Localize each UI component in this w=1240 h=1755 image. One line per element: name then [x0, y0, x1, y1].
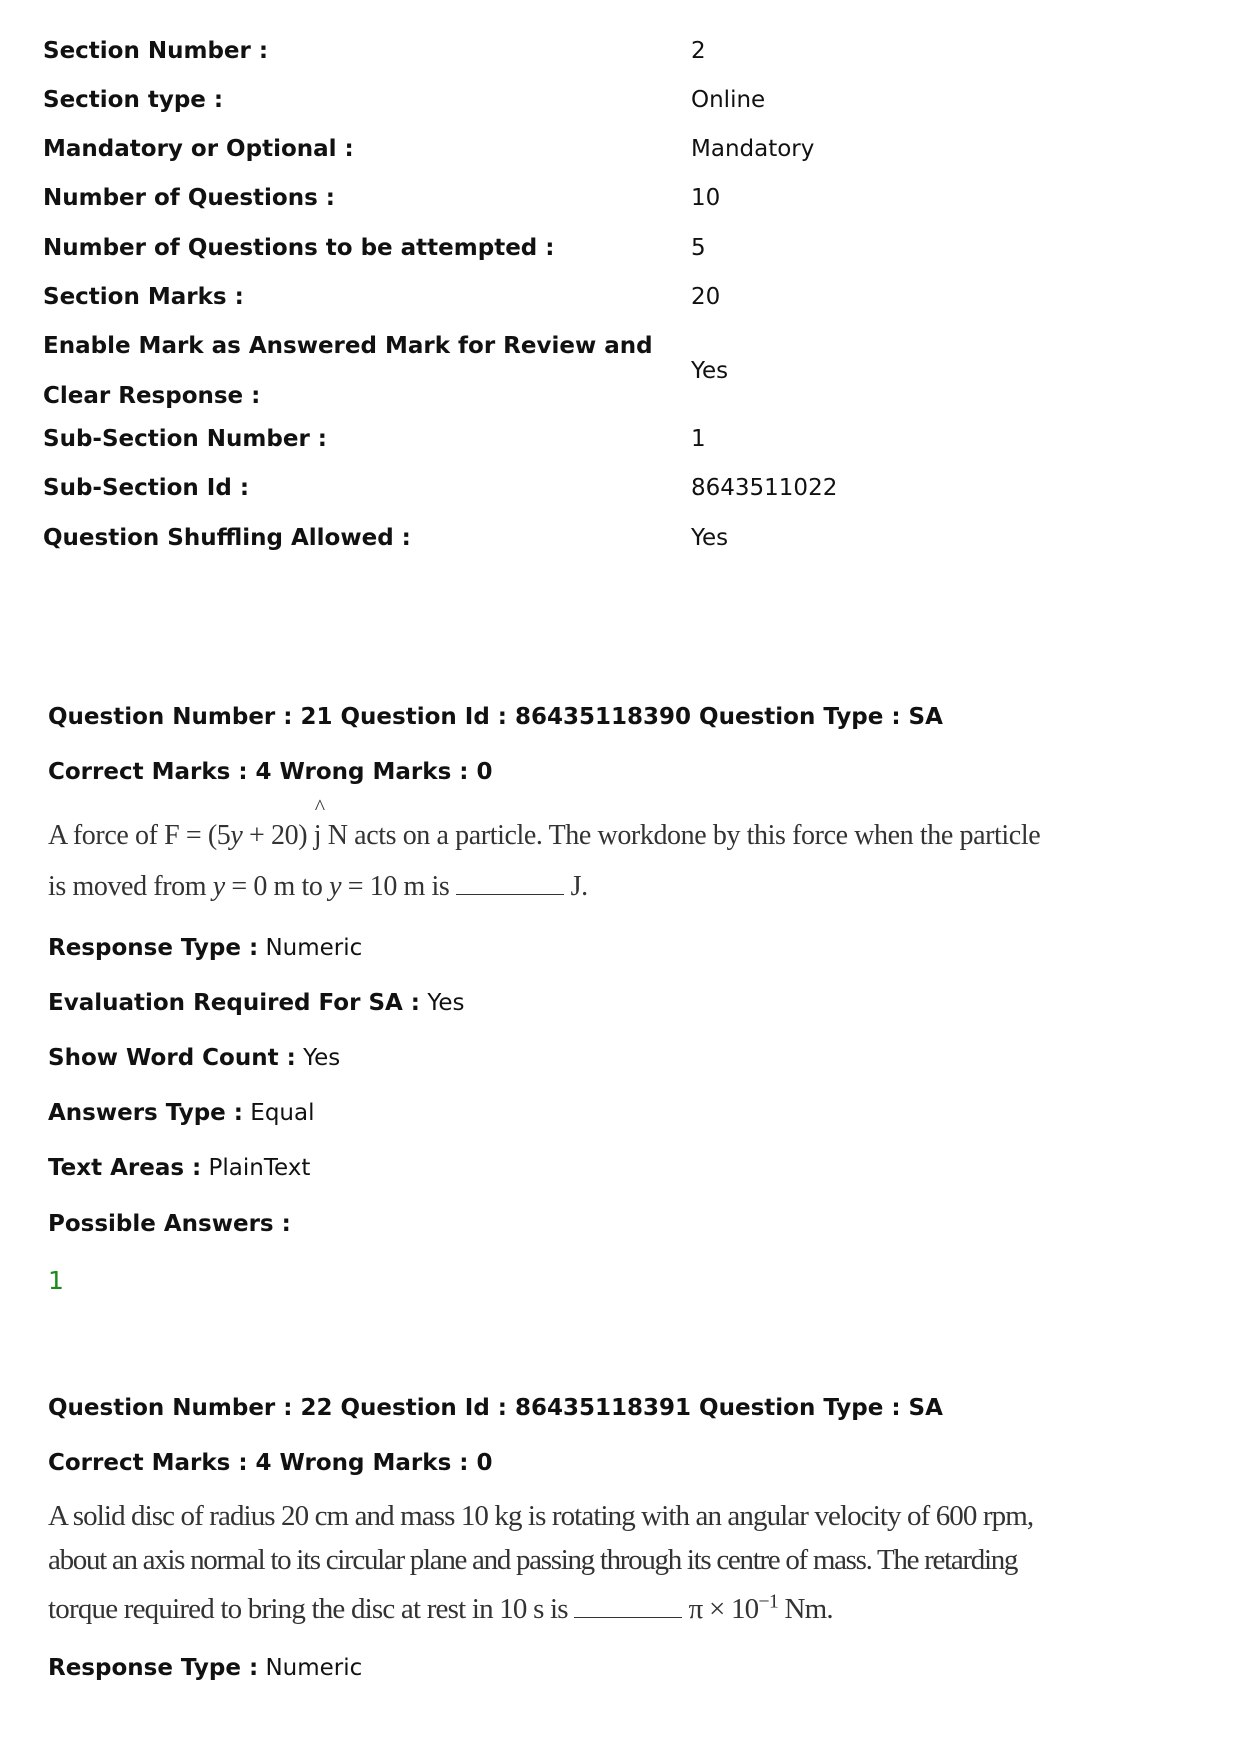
row-label: Section type :: [43, 87, 224, 113]
field-value: Numeric: [265, 1655, 363, 1681]
row-label-line1: Enable Mark as Answered Mark for Review and: [43, 333, 653, 359]
row-value: Mandatory: [691, 136, 815, 162]
exponent: −1: [758, 1590, 779, 1613]
field-value: PlainText: [208, 1155, 311, 1181]
field-value: Yes: [303, 1045, 341, 1071]
row-label-line2: Clear Response :: [43, 383, 261, 409]
field-value: Numeric: [265, 935, 363, 961]
math-var: y: [230, 820, 243, 851]
response-type-field: [48, 935, 362, 961]
field-label: Text Areas :: [48, 1155, 202, 1181]
row-value: Yes: [691, 525, 729, 551]
row-value: 5: [691, 235, 706, 261]
row-label: Number of Questions :: [43, 185, 335, 211]
row-value: 2: [691, 38, 706, 64]
question-marks: Correct Marks : 4 Wrong Marks : 0: [48, 1450, 493, 1476]
field-label: Response Type :: [48, 1655, 259, 1681]
row-value: 1: [691, 426, 706, 452]
possible-answers-field: [48, 1211, 291, 1237]
question-text-line: [48, 1588, 833, 1626]
field-value: Equal: [250, 1100, 315, 1126]
question-marks: Correct Marks : 4 Wrong Marks : 0: [48, 759, 493, 785]
math-var: y: [329, 871, 342, 902]
text-fragment: N acts on a particle. The workdone by this force when the particle: [321, 820, 1041, 851]
answer-blank: [456, 866, 564, 895]
row-label: Mandatory or Optional :: [43, 136, 354, 162]
field-label: Evaluation Required For SA :: [48, 990, 421, 1016]
math-var: y: [212, 871, 225, 902]
text-fragment: = 10 m is: [341, 871, 456, 902]
row-value: Yes: [691, 358, 729, 384]
field-label: Response Type :: [48, 935, 259, 961]
answers-type-field: [48, 1100, 315, 1126]
text-fragment: J.: [564, 871, 588, 902]
question-text-line: [48, 866, 588, 903]
text-fragment: A force of F = (5: [48, 820, 231, 851]
question-header: Question Number : 21 Question Id : 86435118390 Question Type : SA: [48, 704, 943, 730]
text-fragment: + 20): [242, 820, 314, 851]
text-areas-field: [48, 1155, 310, 1181]
row-value: 8643511022: [691, 475, 838, 501]
row-label: Number of Questions to be attempted :: [43, 235, 555, 261]
show-word-count-field: [48, 1045, 340, 1071]
text-fragment: is moved from: [48, 871, 213, 902]
question-text-line: [48, 820, 1040, 852]
row-label: Sub-Section Id :: [43, 475, 250, 501]
text-fragment: = 0 m to: [224, 871, 330, 902]
row-label: Question Shuffling Allowed :: [43, 525, 411, 551]
unit-vector-j: ^ j: [314, 820, 321, 852]
row-label: Sub-Section Number :: [43, 426, 328, 452]
row-label: Section Marks :: [43, 284, 244, 310]
question-text-line: about an axis normal to its circular plane and passing through its centre of mass. The retarding: [48, 1544, 1018, 1576]
text-fragment: π × 10: [682, 1593, 759, 1625]
row-value: 20: [691, 284, 721, 310]
text-fragment: torque required to bring the disc at rest in 10 s is: [48, 1593, 575, 1625]
row-value: 10: [691, 185, 721, 211]
field-label: Possible Answers :: [48, 1211, 291, 1237]
question-text-line: A solid disc of radius 20 cm and mass 10 kg is rotating with an angular velocity of 600 rpm,: [48, 1500, 1034, 1532]
possible-answer-value: 1: [48, 1266, 64, 1295]
evaluation-required-field: [48, 990, 464, 1016]
field-label: Show Word Count :: [48, 1045, 296, 1071]
field-label: Answers Type :: [48, 1100, 243, 1126]
field-value: Yes: [427, 990, 465, 1016]
response-type-field: [48, 1655, 362, 1681]
question-header: Question Number : 22 Question Id : 86435118391 Question Type : SA: [48, 1395, 943, 1421]
row-value: Online: [691, 87, 766, 113]
row-label: Section Number :: [43, 38, 269, 64]
text-fragment: Nm.: [778, 1593, 833, 1625]
answer-blank: [574, 1588, 682, 1618]
